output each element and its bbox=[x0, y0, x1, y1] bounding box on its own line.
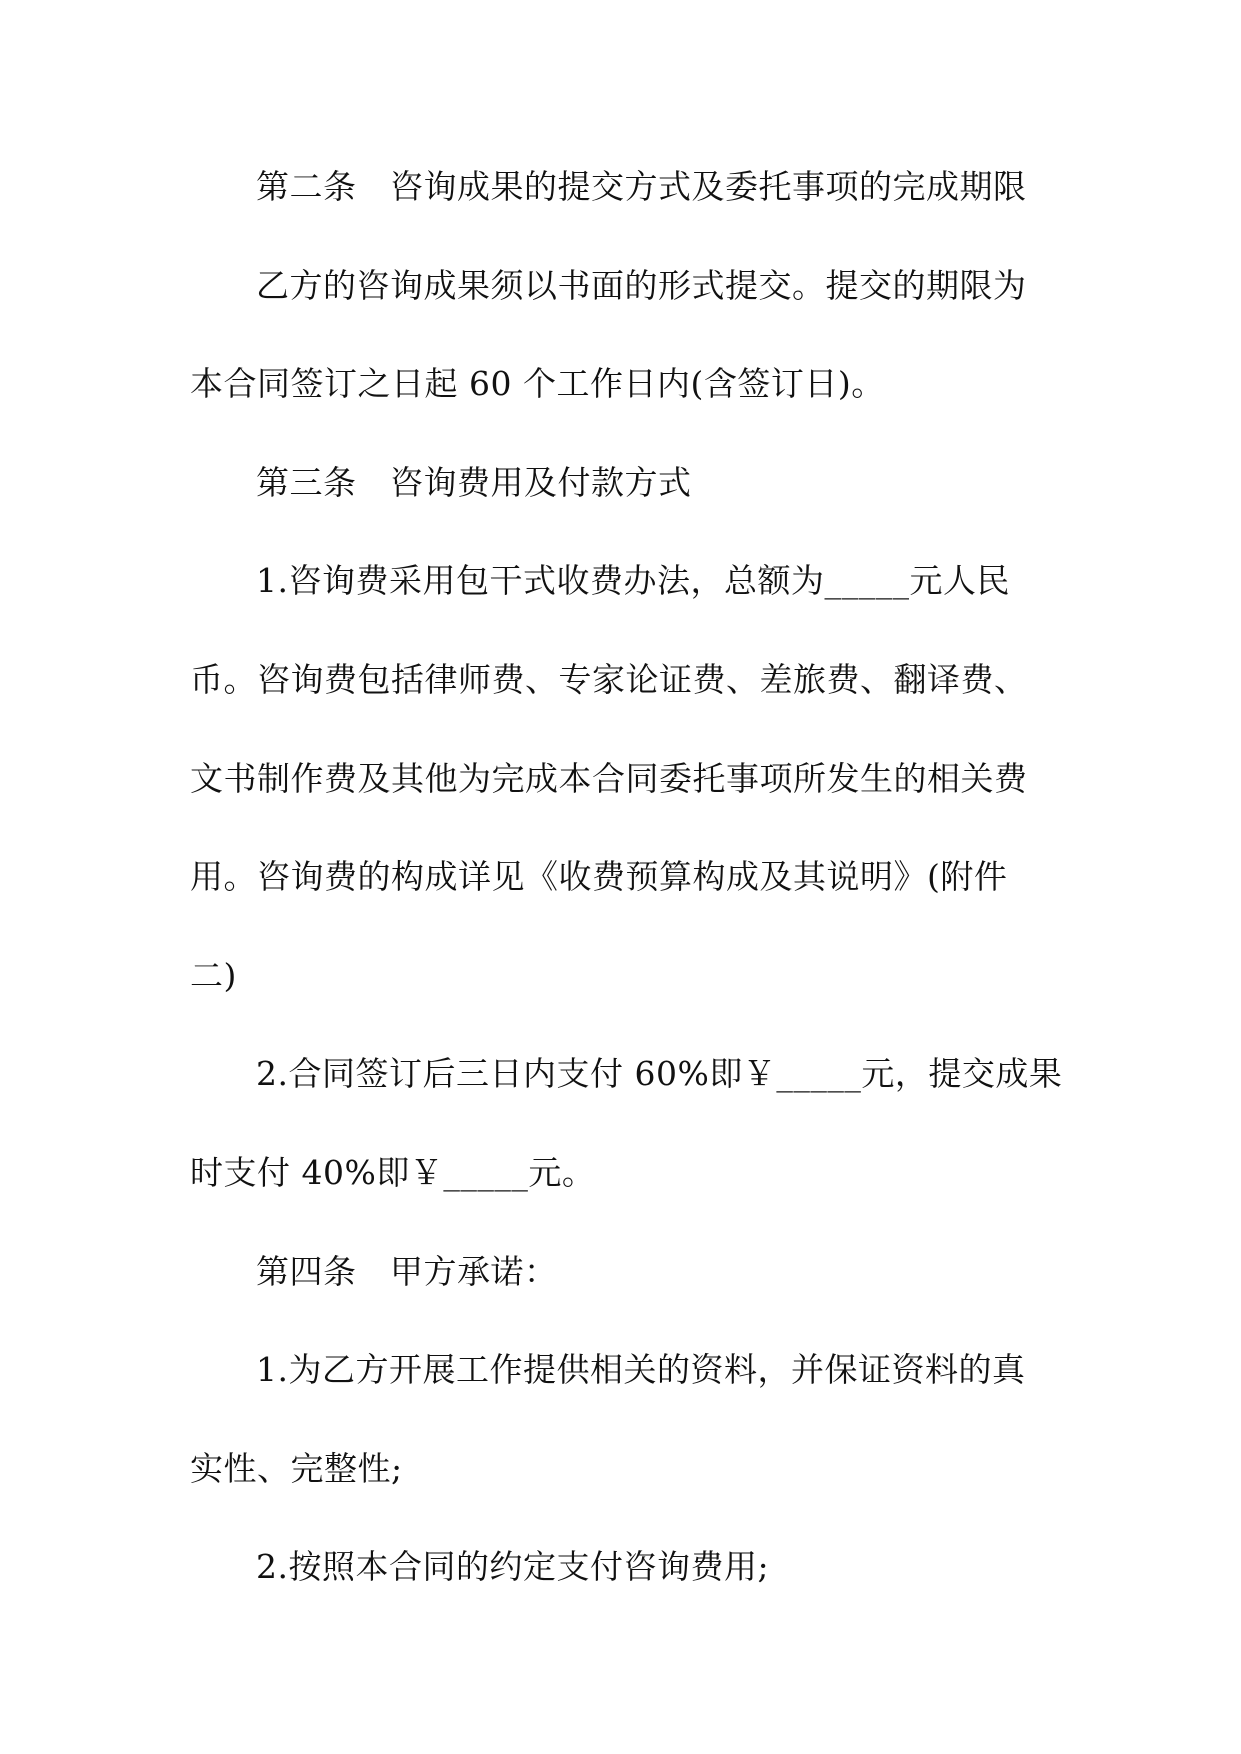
paragraph-line: 乙方的咨询成果须以书面的形式提交。提交的期限为 bbox=[256, 265, 1027, 305]
document-body bbox=[190, 167, 1063, 1649]
article-4-heading: 第四条 甲方承诺： bbox=[256, 1251, 558, 1291]
clause-line: 2.按照本合同的约定支付咨询费用; bbox=[256, 1547, 770, 1587]
clause-line: 实性、完整性; bbox=[190, 1448, 403, 1488]
clause-line: 1.咨询费采用包干式收费办法，总额为_____元人民 bbox=[256, 561, 1010, 601]
clause-line: 用。咨询费的构成详见《收费预算构成及其说明》(附件 bbox=[190, 857, 1008, 897]
article-3-heading: 第三条 咨询费用及付款方式 bbox=[256, 462, 692, 502]
clause-line: 时支付 40%即￥_____元。 bbox=[190, 1152, 596, 1192]
clause-line: 二) bbox=[190, 955, 237, 995]
clause-line: 1.为乙方开展工作提供相关的资料，并保证资料的真 bbox=[256, 1350, 1026, 1390]
paragraph-line: 本合同签订之日起 60 个工作日内(含签订日)。 bbox=[190, 364, 885, 404]
clause-line: 币。咨询费包括律师费、专家论证费、差旅费、翻译费、 bbox=[190, 659, 1028, 699]
clause-line: 2.合同签订后三日内支付 60%即￥_____元，提交成果 bbox=[256, 1054, 1063, 1094]
clause-line: 文书制作费及其他为完成本合同委托事项所发生的相关费 bbox=[190, 758, 1028, 798]
article-2-heading: 第二条 咨询成果的提交方式及委托事项的完成期限 bbox=[256, 167, 1027, 206]
